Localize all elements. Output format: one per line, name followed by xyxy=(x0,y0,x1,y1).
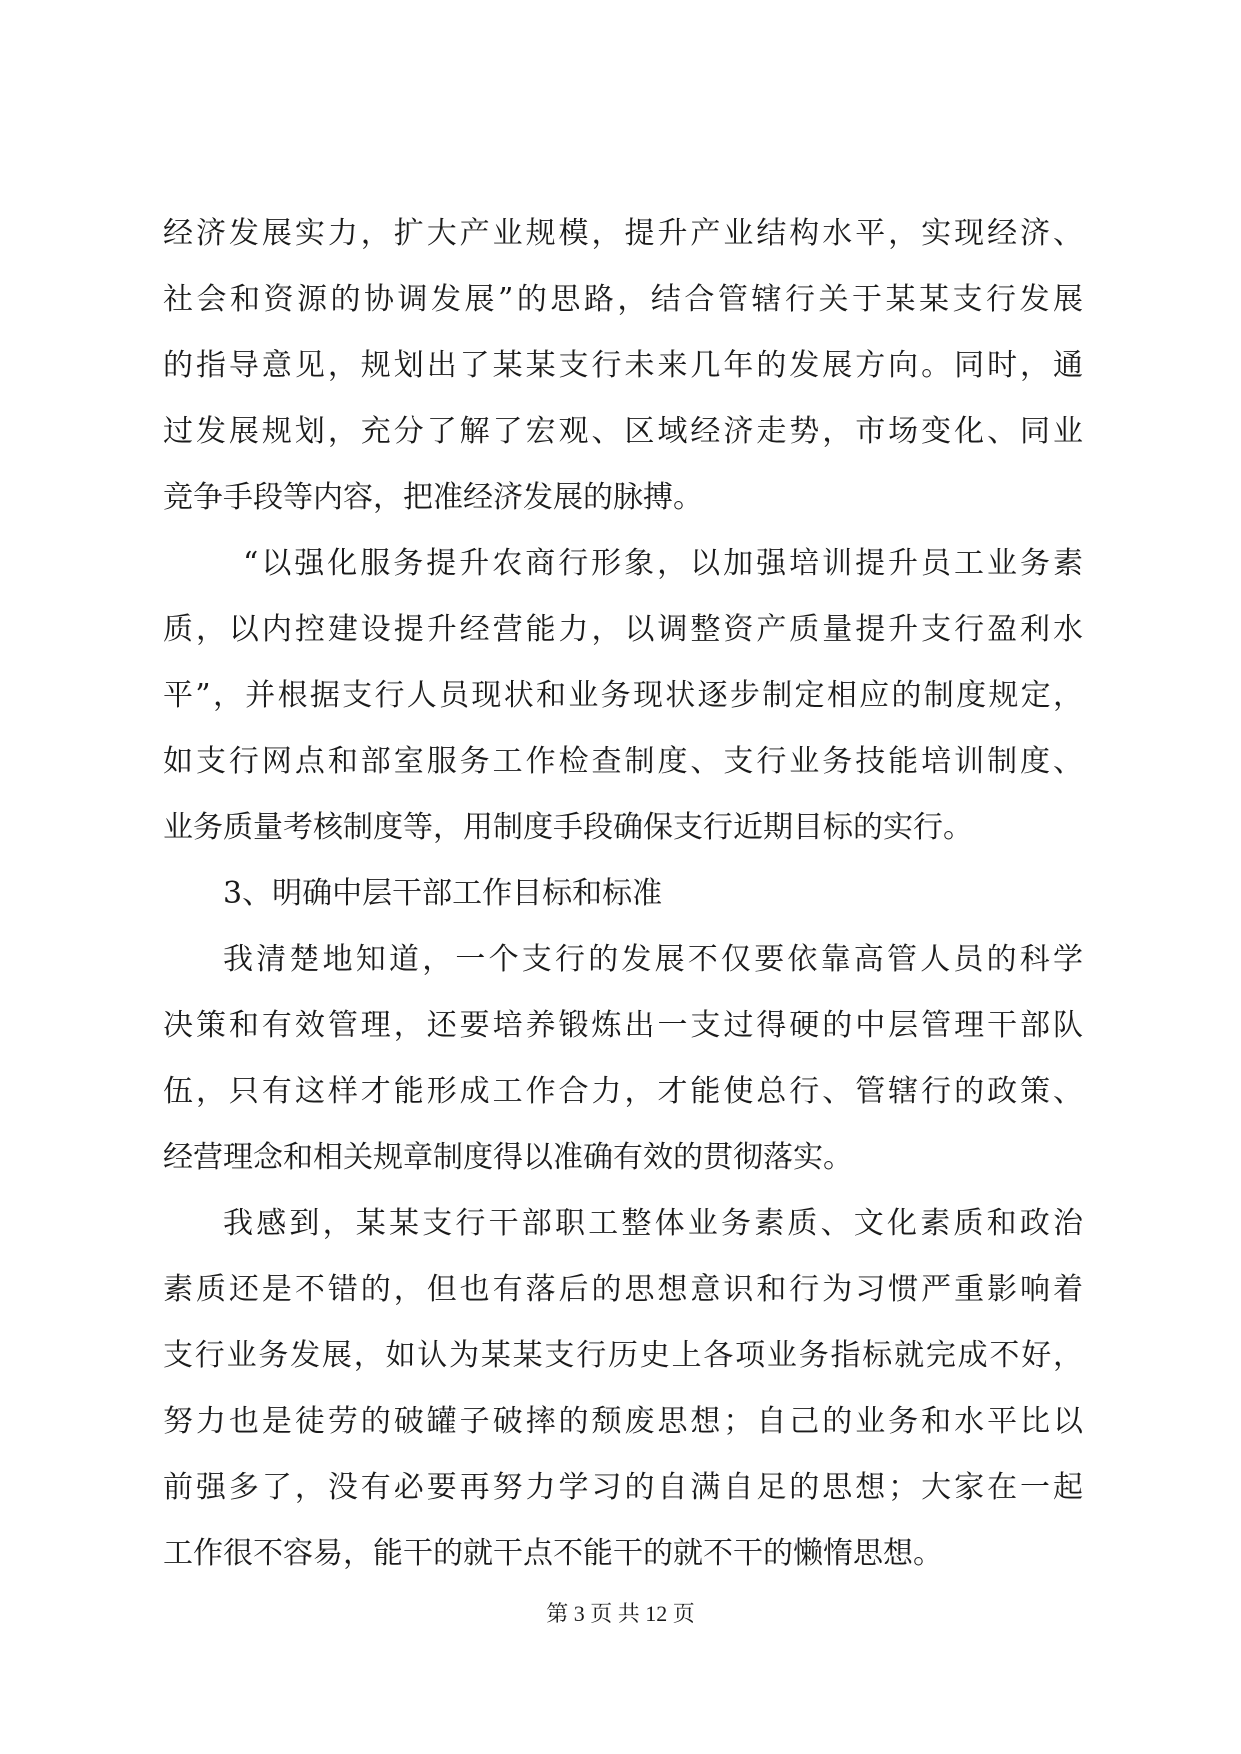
text-line: 质，以内控建设提升经营能力，以调整资产质量提升支行盈利水 xyxy=(163,612,1083,647)
text-line: 我感到，某某支行干部职工整体业务素质、文化素质和政治 xyxy=(223,1206,1083,1241)
text-line: 支行业务发展，如认为某某支行历史上各项业务指标就完成不好， xyxy=(163,1338,1083,1373)
text-line: 竞争手段等内容，把准经济发展的脉搏。 xyxy=(163,480,703,515)
text-line: 工作很不容易，能干的就干点不能干的就不干的懒惰思想。 xyxy=(163,1536,943,1571)
text-line: 努力也是徒劳的破罐子破摔的颓废思想；自己的业务和水平比以 xyxy=(163,1404,1083,1439)
text-line: 过发展规划，充分了解了宏观、区域经济走势，市场变化、同业 xyxy=(163,414,1083,449)
text-line: 经营理念和相关规章制度得以准确有效的贯彻落实。 xyxy=(163,1140,853,1175)
page-number-footer: 第 3 页 共 12 页 xyxy=(546,1601,695,1626)
text-line: “以强化服务提升农商行形象，以加强培训提升员工业务素 xyxy=(243,546,1083,581)
text-line: 平”，并根据支行人员现状和业务现状逐步制定相应的制度规定， xyxy=(163,678,1083,713)
text-line: 业务质量考核制度等，用制度手段确保支行近期目标的实行。 xyxy=(163,810,973,845)
text-line: 决策和有效管理，还要培养锻炼出一支过得硬的中层管理干部队 xyxy=(163,1008,1083,1043)
text-line: 如支行网点和部室服务工作检查制度、支行业务技能培训制度、 xyxy=(163,744,1083,779)
text-line: 素质还是不错的，但也有落后的思想意识和行为习惯严重影响着 xyxy=(163,1272,1083,1307)
document-body xyxy=(163,201,1083,1587)
text-line: 前强多了，没有必要再努力学习的自满自足的思想；大家在一起 xyxy=(163,1470,1083,1505)
text-line: 社会和资源的协调发展”的思路，结合管辖行关于某某支行发展 xyxy=(163,282,1083,317)
section-heading: 3、明确中层干部工作目标和标准 xyxy=(223,876,663,911)
text-line: 伍，只有这样才能形成工作合力，才能使总行、管辖行的政策、 xyxy=(163,1074,1083,1109)
text-line: 的指导意见，规划出了某某支行未来几年的发展方向。同时，通 xyxy=(163,348,1083,383)
text-line: 我清楚地知道，一个支行的发展不仅要依靠高管人员的科学 xyxy=(223,942,1083,977)
text-line: 经济发展实力，扩大产业规模，提升产业结构水平，实现经济、 xyxy=(163,216,1083,251)
